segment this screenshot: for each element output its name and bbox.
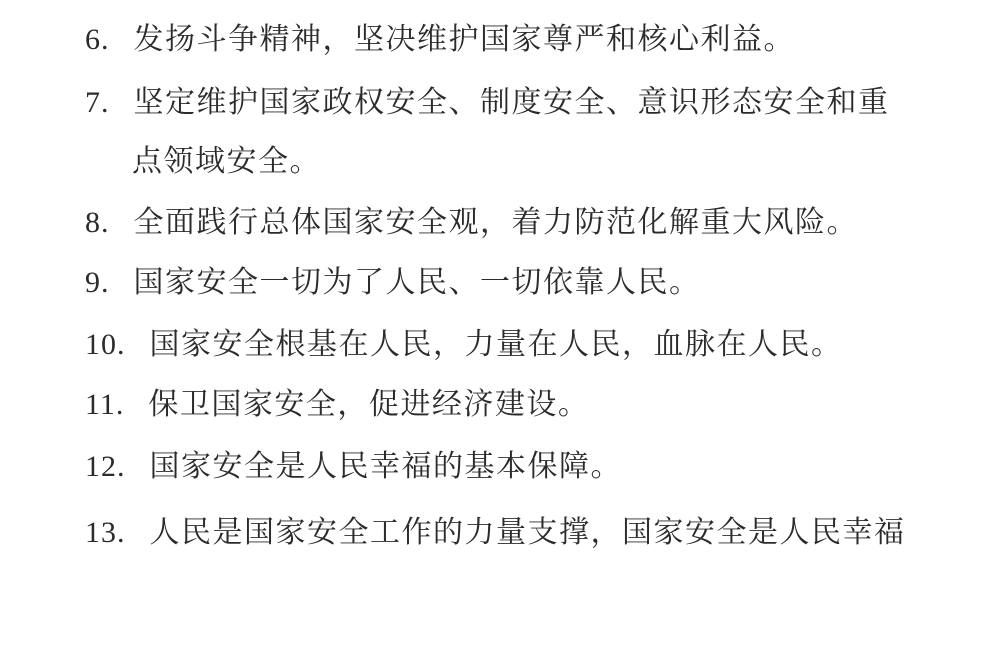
list-item [85,264,701,302]
item-text-continuation: 点领域安全。 [132,145,321,178]
item-text: 国家安全根基在人民，力量在人民，血脉在人民。 [149,328,843,361]
item-text: 保卫国家安全，促进经济建设。 [148,388,590,421]
item-text: 人民是国家安全工作的力量支撑，国家安全是人民幸福 [149,516,906,549]
item-number: 13. [85,516,126,549]
list-item [85,21,795,59]
item-number: 10. [85,328,126,361]
list-item [85,514,906,552]
item-text: 发扬斗争精神，坚决维护国家尊严和核心利益。 [133,23,795,56]
item-number: 6. [85,23,110,56]
item-text: 国家安全一切为了人民、一切依靠人民。 [133,266,701,299]
list-item [85,326,843,364]
item-number: 7. [85,86,110,119]
item-number: 12. [85,450,126,483]
item-text: 全面践行总体国家安全观，着力防范化解重大风险。 [133,206,858,239]
item-text: 国家安全是人民幸福的基本保障。 [149,450,622,483]
list-item [85,204,858,242]
list-item [85,386,589,424]
item-number: 9. [85,266,110,299]
list-item-continuation [85,143,321,181]
item-number: 8. [85,206,110,239]
item-text: 坚定维护国家政权安全、制度安全、意识形态安全和重 [133,86,890,119]
item-number: 11. [85,388,125,421]
list-item [85,84,890,122]
list-item [85,448,622,486]
